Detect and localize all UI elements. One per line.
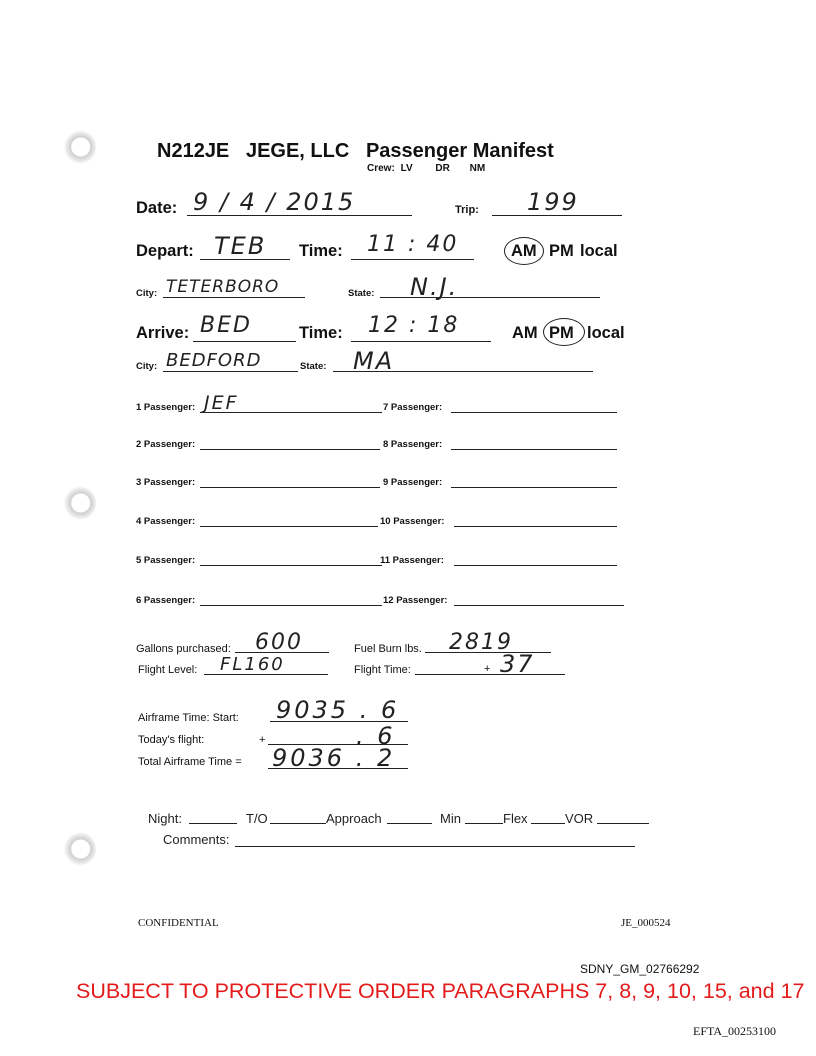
efta-number: EFTA_00253100 — [693, 1024, 777, 1038]
form-title: N212JE JEGE, LLC Passenger Manifest — [157, 140, 554, 162]
vor-label: VOR — [565, 811, 594, 826]
passenger-12-label: 12 Passenger: — [383, 595, 448, 606]
passenger-5-label: 5 Passenger: — [136, 555, 196, 566]
passenger-11-label: 11 Passenger: — [380, 555, 444, 566]
bates-number: JE_000524 — [621, 917, 671, 929]
depart-local: local — [580, 242, 618, 260]
passenger-1-label: 1 Passenger: — [136, 402, 196, 413]
protective-order-notice: SUBJECT TO PROTECTIVE ORDER PARAGRAPHS 7, 8, 9, 10, 15, and 17 — [76, 979, 805, 1003]
comments-label: Comments: — [163, 832, 230, 847]
arrive-time-label: Time: — [299, 324, 343, 342]
approach-label: Approach — [326, 811, 382, 826]
passenger-9-label: 9 Passenger: — [383, 477, 443, 488]
airframe-start-label: Airframe Time: Start: — [138, 712, 239, 724]
crew-nm: NM — [469, 163, 486, 174]
flex-label: Flex — [503, 811, 528, 826]
depart-city-value: TETERBORO — [166, 277, 280, 297]
depart-label: Depart: — [136, 242, 194, 260]
fuel-burn-value: 2819 — [449, 630, 513, 655]
passenger-4-label: 4 Passenger: — [136, 516, 196, 527]
passenger-2-label: 2 Passenger: — [136, 439, 196, 450]
flight-level-label: Flight Level: — [138, 664, 198, 676]
arrive-city-value: BEDFORD — [166, 350, 262, 371]
today-flight-label: Today's flight: — [138, 734, 205, 746]
flight-time-plus: + — [484, 663, 491, 675]
trip-value: 199 — [527, 188, 579, 216]
depart-time-value: 11 : 40 — [367, 232, 459, 257]
punch-hole-top — [62, 130, 96, 164]
arrive-local: local — [587, 324, 625, 342]
gallons-value: 600 — [255, 630, 303, 655]
punch-hole-middle — [62, 486, 96, 520]
arrive-state-label: State: — [300, 361, 327, 372]
gallons-label: Gallons purchased: — [136, 643, 231, 655]
flight-time-value: 37 — [500, 650, 535, 678]
fuel-burn-label: Fuel Burn lbs. — [354, 643, 422, 655]
date-label: Date: — [136, 199, 178, 217]
passenger-6-label: 6 Passenger: — [136, 595, 196, 606]
trip-label: Trip: — [455, 204, 479, 216]
passenger-3-label: 3 Passenger: — [136, 477, 196, 488]
depart-city-label: City: — [136, 288, 158, 299]
passenger-1-value: JEF — [204, 392, 239, 414]
confidential-label: CONFIDENTIAL — [138, 917, 219, 929]
total-airframe-label: Total Airframe Time = — [138, 756, 242, 768]
sdny-stamp: SDNY_GM_02766292 — [580, 962, 700, 976]
depart-am-circle — [504, 237, 544, 265]
flight-level-value: FL160 — [220, 654, 285, 675]
depart-time-label: Time: — [299, 242, 343, 260]
depart-am: AM — [511, 242, 537, 260]
today-flight-plus: + — [259, 734, 266, 746]
crew-dr: DR — [435, 163, 450, 174]
airframe-start-value: 9035 . 6 — [276, 696, 400, 724]
arrive-time-value: 12 : 18 — [368, 313, 460, 338]
min-label: Min — [440, 811, 461, 826]
date-value: 9 / 4 / 2015 — [193, 188, 356, 216]
arrive-pm-circle — [543, 318, 585, 346]
crew-lv: LV — [400, 163, 413, 174]
flight-time-label: Flight Time: — [354, 664, 411, 676]
depart-value: TEB — [214, 232, 267, 260]
arrive-value: BED — [200, 313, 252, 338]
to-label: T/O — [246, 811, 268, 826]
crew-label: Crew: — [367, 163, 395, 174]
punch-hole-bottom — [62, 832, 96, 866]
arrive-city-label: City: — [136, 361, 158, 372]
passenger-7-label: 7 Passenger: — [383, 402, 443, 413]
depart-pm: PM — [549, 242, 574, 260]
passenger-10-label: 10 Passenger: — [380, 516, 445, 527]
arrive-state-value: MA — [353, 347, 395, 375]
total-airframe-value: 9036 . 2 — [272, 744, 396, 772]
arrive-pm: PM — [549, 324, 574, 342]
depart-state-value: N.J. — [410, 273, 459, 301]
passenger-8-label: 8 Passenger: — [383, 439, 443, 450]
today-flight-value: . 6 — [356, 722, 396, 750]
crew-row — [367, 163, 485, 174]
depart-state-label: State: — [348, 288, 375, 299]
arrive-label: Arrive: — [136, 324, 190, 342]
arrive-am: AM — [512, 324, 538, 342]
night-label: Night: — [148, 811, 182, 826]
